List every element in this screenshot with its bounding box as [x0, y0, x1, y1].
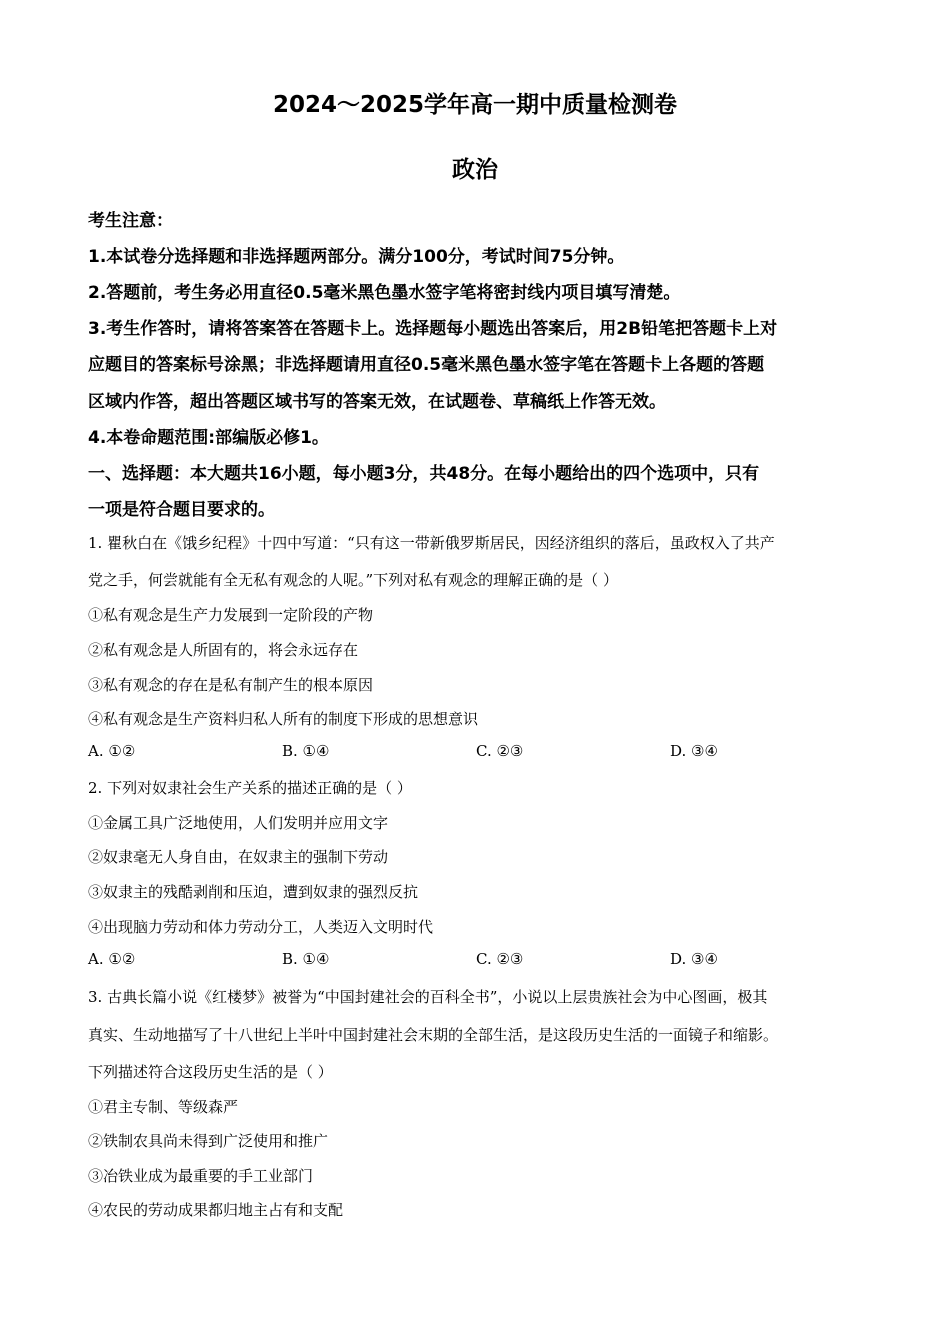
statement: ①金属工具广泛地使用，人们发明并应用文字 [88, 814, 389, 832]
statement: ①君主专制、等级森严 [88, 1098, 239, 1116]
question-stem: 3. 古典长篇小说《红楼梦》被誉为“中国封建社会的百科全书”，小说以上层贵族社会为中心图画，极其 [88, 988, 768, 1006]
option-c: C. ②③ [476, 742, 524, 760]
option-b: B. ①④ [282, 742, 330, 760]
statement: ①私有观念是生产力发展到一定阶段的产物 [88, 606, 374, 624]
subject-title: 政治 [452, 157, 498, 183]
notice-item: 4.本卷命题范围:部编版必修1。 [88, 428, 329, 448]
question-stem: 真实、生动地描写了十八世纪上半叶中国封建社会末期的全部生活，是这段历史生活的一面镜子和缩影。 [88, 1026, 779, 1044]
option-a: A. ①② [88, 950, 136, 968]
question-stem: 2. 下列对奴隶社会生产关系的描述正确的是（ ） [88, 779, 412, 797]
statement: ③奴隶主的残酷剥削和压迫，遭到奴隶的强烈反抗 [88, 883, 419, 901]
option-a: A. ①② [88, 742, 136, 760]
statement: ③冶铁业成为最重要的手工业部门 [88, 1167, 314, 1185]
statement: ③私有观念的存在是私有制产生的根本原因 [88, 676, 374, 694]
statement: ②铁制农具尚未得到广泛使用和推广 [88, 1132, 329, 1150]
notice-item: 2.答题前，考生务必用直径0.5毫米黑色墨水签字笔将密封线内项目填写清楚。 [88, 283, 681, 303]
section-heading: 一项是符合题目要求的。 [88, 500, 275, 520]
option-d: D. ③④ [670, 742, 718, 760]
option-b: B. ①④ [282, 950, 330, 968]
option-d: D. ③④ [670, 950, 718, 968]
section-heading: 一、选择题：本大题共16小题，每小题3分，共48分。在每小题给出的四个选项中，只有 [88, 464, 760, 484]
exam-title: 2024～2025学年高一期中质量检测卷 [272, 92, 678, 118]
notice-item: 3.考生作答时，请将答案答在答题卡上。选择题每小题选出答案后，用2B铅笔把答题卡上对 [88, 319, 778, 339]
statement: ④出现脑力劳动和体力劳动分工，人类迈入文明时代 [88, 918, 434, 936]
option-c: C. ②③ [476, 950, 524, 968]
notice-item: 区域内作答，超出答题区域书写的答案无效，在试题卷、草稿纸上作答无效。 [88, 392, 666, 412]
notice-item: 应题目的答案标号涂黑；非选择题请用直径0.5毫米黑色墨水签字笔在答题卡上各题的答题 [88, 355, 765, 375]
statement: ②奴隶毫无人身自由，在奴隶主的强制下劳动 [88, 848, 389, 866]
notice-heading: 考生注意： [88, 211, 173, 231]
statement: ④私有观念是生产资料归私人所有的制度下形成的思想意识 [88, 710, 479, 728]
statement: ④农民的劳动成果都归地主占有和支配 [88, 1201, 344, 1219]
statement: ②私有观念是人所固有的，将会永远存在 [88, 641, 359, 659]
notice-item: 1.本试卷分选择题和非选择题两部分。满分100分，考试时间75分钟。 [88, 247, 625, 267]
question-stem: 1. 瞿秋白在《饿乡纪程》十四中写道：“只有这一带新俄罗斯居民，因经济组织的落后，虽政权入了共产 [88, 534, 775, 552]
question-stem: 下列描述符合这段历史生活的是（ ） [88, 1063, 333, 1081]
question-stem: 党之手，何尝就能有全无私有观念的人呢。”下列对私有观念的理解正确的是（ ） [88, 571, 618, 589]
